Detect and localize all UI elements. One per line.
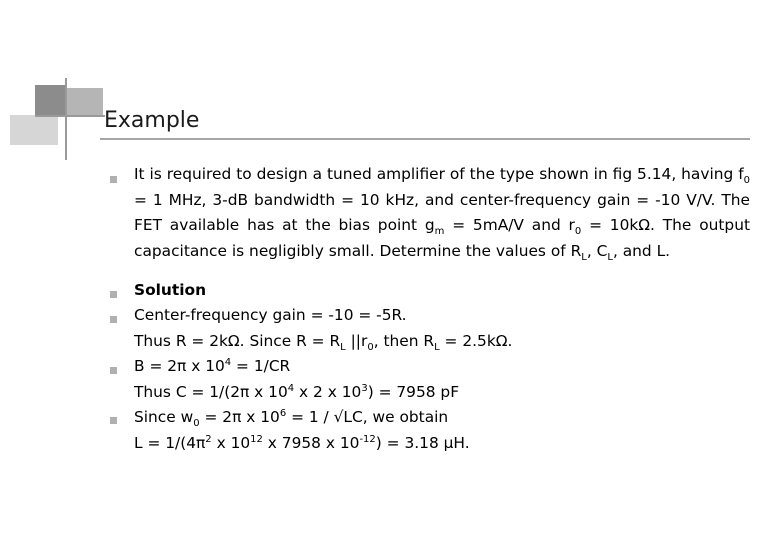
solution-line-inductance: $L = 1/(4\pi^2$ x $10^{12}$ x 7958 x $10^{-12}) = 3.18$ μH. [134, 433, 470, 452]
solution-line-gain: Center-frequency gain = -10 = -5R. [134, 306, 407, 324]
slide-title: Example [104, 108, 200, 133]
ornament-block-dark [35, 85, 65, 115]
solution-line-capacitance: Thus C = 1/(2π x $10^4$ x 2 x $10^3) = 7958$ pF [134, 382, 460, 401]
ornament-vertical-line [65, 78, 67, 160]
bullet-marker [110, 291, 117, 298]
solution-line-frequency: Since $w_0 = 2\pi$ x $10^6 = 1 / √LC$, we obtain [134, 407, 449, 430]
problem-statement: It is required to design a tuned amplifier of the type shown in fig 5.14, having $f_0 = 1$ MHz, 3-dB bandwidth = 10 kHz, and center-frequency gain = -10 V/V. The FET available has at the bias point $g_m = 5mA/V$ and $r_0 = 10k\Omega$. The output capacitance is negligibly small. Determine the values of $R_L$, $C_L$, and L. [134, 165, 750, 263]
corner-ornament [0, 0, 110, 170]
solution-line-resistance: Thus R = 2kΩ. Since $R = R_L$ $||r_0$, then $R_L = 2.5k\Omega$. [134, 332, 513, 354]
title-underline [100, 138, 750, 140]
solution-line-bandwidth: B = 2π x $10^4 = 1/CR$ [134, 356, 291, 375]
ornament-horizontal-line [35, 115, 105, 117]
solution-heading: Solution [134, 281, 207, 299]
bullet-marker [110, 316, 117, 323]
bullet-marker [110, 367, 117, 374]
ornament-block-mid [65, 88, 103, 116]
bullet-marker [110, 176, 117, 183]
ornament-block-light [10, 115, 58, 145]
bullet-marker [110, 417, 117, 424]
